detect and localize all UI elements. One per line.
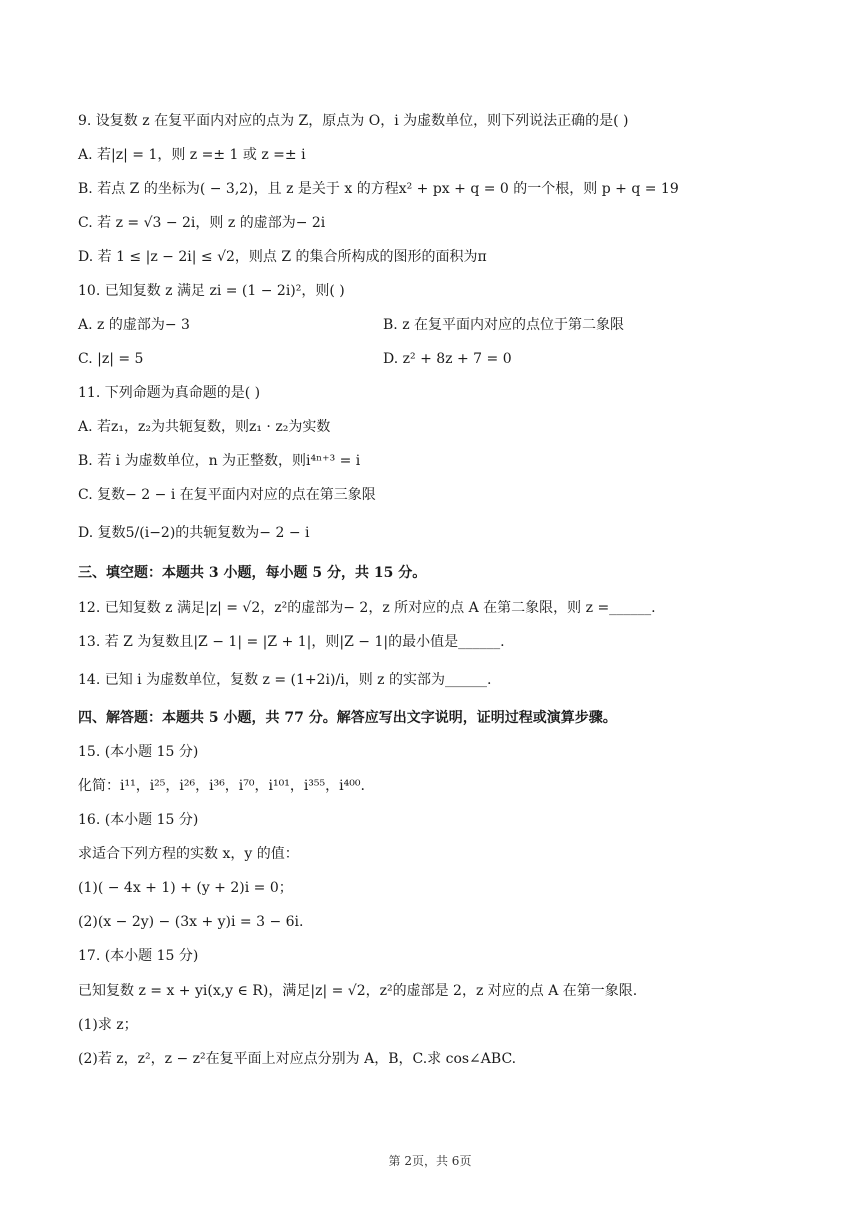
q11-option-c: C. 复数− 2 − i 在复平面内对应的点在第三象限	[78, 487, 376, 503]
q11-option-a: A. 若z₁，z₂为共轭复数，则z₁ · z₂为实数	[78, 419, 331, 435]
q15-head: 15. (本小题 15 分)	[78, 744, 199, 760]
q9-option-d: D. 若 1 ≤ |z − 2i| ≤ √2，则点 Z 的集合所构成的图形的面积为π	[78, 249, 487, 265]
q16-head: 16. (本小题 15 分)	[78, 812, 199, 828]
section-fill-in-heading: 三、填空题：本题共 3 小题，每小题 5 分，共 15 分。	[78, 565, 427, 581]
q11-option-b: B. 若 i 为虚数单位，n 为正整数，则i⁴ⁿ⁺³ = i	[78, 453, 361, 469]
q11-stem: 11. 下列命题为真命题的是( )	[78, 385, 261, 401]
q17-head: 17. (本小题 15 分)	[78, 948, 199, 964]
q17-part-2: (2)若 z，z²，z − z²在复平面上对应点分别为 A，B，C.求 cos∠ABC.	[78, 1051, 517, 1067]
q13-text: 13. 若 Z 为复数且|Z − 1| = |Z + 1|，则|Z − 1|的最小值是______.	[78, 634, 505, 650]
q10-option-d: D. z² + 8z + 7 = 0	[383, 351, 512, 367]
q11-option-d: D. 复数5/(i−2)的共轭复数为− 2 − i	[78, 525, 310, 541]
q14-text: 14. 已知 i 为虚数单位，复数 z = (1+2i)/i，则 z 的实部为______.	[78, 672, 492, 688]
q9-option-b: B. 若点 Z 的坐标为( − 3,2)，且 z 是关于 x 的方程x² + px + q = 0 的一个根，则 p + q = 19	[78, 181, 679, 197]
q10-row-1	[78, 315, 800, 335]
q10-row-2	[78, 349, 800, 369]
q10-stem: 10. 已知复数 z 满足 zi = (1 − 2i)²，则( )	[78, 283, 345, 299]
page-footer: 第 2页，共 6页	[388, 1154, 472, 1168]
q9-option-a: A. 若|z| = 1，则 z =± 1 或 z =± i	[78, 147, 306, 163]
section-answer-heading: 四、解答题：本题共 5 小题，共 77 分。解答应写出文字说明，证明过程或演算步骤。	[78, 710, 617, 726]
q12-text: 12. 已知复数 z 满足|z| = √2，z²的虚部为− 2，z 所对应的点 A 在第二象限，则 z =______.	[78, 600, 656, 616]
q17-part-1: (1)求 z；	[78, 1017, 138, 1033]
q9-stem: 9. 设复数 z 在复平面内对应的点为 Z，原点为 O，i 为虚数单位，则下列说法正确的是( )	[78, 113, 629, 129]
q16-body: 求适合下列方程的实数 x，y 的值：	[78, 846, 299, 862]
q17-body: 已知复数 z = x + yi(x,y ∈ R)，满足|z| = √2，z²的虚部是 2，z 对应的点 A 在第一象限.	[78, 983, 638, 999]
q16-part-1: (1)( − 4x + 1) + (y + 2)i = 0；	[78, 880, 293, 896]
q16-part-2: (2)(x − 2y) − (3x + y)i = 3 − 6i.	[78, 914, 304, 930]
q9-option-c: C. 若 z = √3 − 2i，则 z 的虚部为− 2i	[78, 215, 326, 231]
q15-body: 化简：i¹¹，i²⁵，i²⁶，i³⁶，i⁷⁰，i¹⁰¹，i³⁵⁵，i⁴⁰⁰.	[78, 778, 365, 794]
q10-option-c: C. |z| = 5	[78, 351, 144, 367]
q10-option-a: A. z 的虚部为− 3	[78, 317, 190, 333]
q10-option-b: B. z 在复平面内对应的点位于第二象限	[383, 317, 625, 333]
